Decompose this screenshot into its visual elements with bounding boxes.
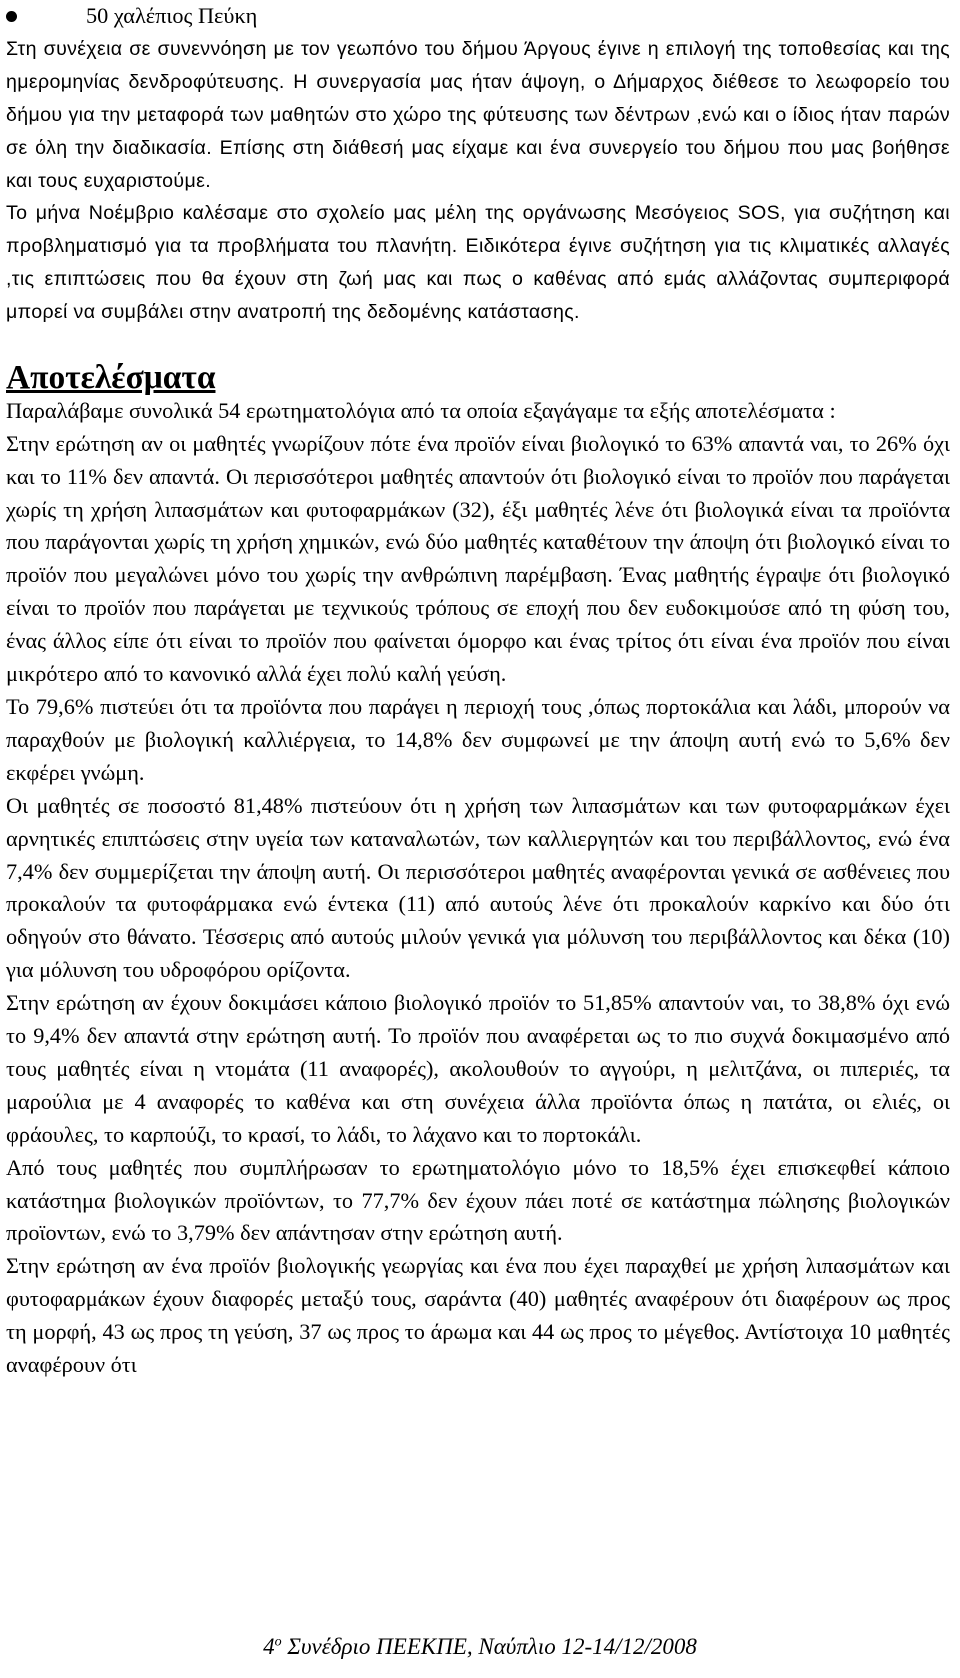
intro-paragraph-2 bbox=[6, 197, 950, 329]
page-footer bbox=[0, 1632, 960, 1662]
bullet-dot-icon bbox=[6, 11, 17, 22]
results-paragraph-1: Παραλάβαμε συνολικά 54 ερωτηματολόγια από τα οποία εξαγάγαμε τα εξής αποτελέσματα : bbox=[6, 397, 836, 423]
results-heading: Αποτελέσματα bbox=[6, 358, 216, 396]
results-paragraph-5: Στην ερώτηση αν έχουν δοκιμάσει κάποιο βιολογικό προϊόν το 51,85% απαντούν ναι, το 38,8% όχι ενώ το 9,4% δεν απαντά στην ερώτηση αυτή. Το προϊόν που αναφέρεται ως το πιο συχνά δοκιμασμένο από τους μαθητές είναι η ντομάτα (11 αναφορές), ακολουθούν το αγγούρι, η μελιτζάνα, οι πιπεριές, τα μαρούλια με 4 αναφορές το καθένα και στη συνέχεια άλλα προϊόντα όπως η πατάτα, οι ελιές, οι φράουλες, το καρπούζι, το κρασί, το λάδι, το λάχανο και το πορτοκάλι. bbox=[6, 990, 950, 1147]
paragraph-gap bbox=[6, 329, 950, 362]
results-paragraph-3: Το 79,6% πιστεύει ότι τα προϊόντα που παράγει η περιοχή τους ,όπως πορτοκάλια και λάδι, μπορούν να παραχθούν με βιολογική καλλιέργεια, το 14,8% δεν συμφωνεί με την άποψη αυτή ενώ το 5,6% δεν εκφέρει γνώμη. bbox=[6, 693, 950, 785]
results-paragraph-6: Από τους μαθητές που συμπλήρωσαν το ερωτηματολόγιο μόνο το 18,5% έχει επισκεφθεί κάποιο κατάστημα βιολογικών προϊόντων, το 77,7% δεν έχουν πάει ποτέ σε κατάστημα πώλησης βιολογικών προϊοντων, ενώ το 3,79% δεν απάντησαν στην ερώτηση αυτή. bbox=[6, 1154, 950, 1246]
bullet-item-text: 50 χαλέπιος Πεύκη bbox=[86, 3, 258, 28]
results-paragraph-2: Στην ερώτηση αν οι μαθητές γνωρίζουν πότε ένα προϊόν είναι βιολογικό το 63% απαντά ναι, το 26% όχι και το 11% δεν απαντά. Οι περισσότεροι μαθητές απαντούν ότι βιολογικό είναι το προϊόν που παράγεται χωρίς τη χρήση λιπασμάτων και φυτοφαρμάκων (32), έξι μαθητές λένε ότι βιολογικά είναι τα προϊόντα που παράγονται χωρίς τη χρήση χημικών, ενώ δύο μαθητές καταθέτουν την άποψη ότι βιολογικό είναι το προϊόν που μεγαλώνει μόνο του χωρίς την ανθρώπινη παρέμβαση. Ένας μαθητής έγραψε ότι βιολογικό είναι το προϊόν που παράγεται με τεχνικούς τρόπους σε εποχή που δεν ευδοκιμούσε από τη φύση του, ένας άλλος είπε ότι είναι το προϊόν που φαίνεται όμορφο και ένας τρίτος ότι είναι ένα προϊόν που είναι μικρότερο από το κανονικό αλλά έχει πολύ καλή γεύση. bbox=[6, 430, 950, 687]
footer-superscript: ο bbox=[274, 1634, 282, 1650]
footer-text: Συνέδριο ΠΕΕΚΠΕ, Ναύπλιο 12-14/12/2008 bbox=[281, 1634, 697, 1659]
bullet-item bbox=[6, 0, 950, 33]
intro-paragraph-1: Στη συνέχεια σε συνεννόηση με τον γεωπόνο του δήμου Άργους έγινε η επιλογή της τοποθεσίας και της ημερομηνίας δενδροφύτευσης. Η συνεργασία μας ήταν άψογη, ο Δήμαρχος διέθεσε το λεωφορείο του δήμου για την μεταφορά των μαθητών στο χώρο της φύτευσης των δέντρων ,ενώ και ο ίδιος ήταν παρών σε όλη την διαδικασία. Επίσης στη διάθεσή μας είχαμε και ένα συνεργείο του δήμου που μας βοήθησε και τους ευχαριστούμε. bbox=[6, 37, 950, 192]
intro-paragraph-2-tail: Ειδικότερα έγινε συζήτηση για τις κλιματικές αλλαγές ,τις επιπτώσεις που θα έχουν στη ζωή μας και πως ο καθένας από εμάς αλλάζοντας συμπεριφορά μπορεί να συμβάλει στην ανατροπή της δεδομένης κατάστασης. bbox=[6, 235, 950, 324]
results-paragraph-4: Οι μαθητές σε ποσοστό 81,48% πιστεύουν ότι η χρήση των λιπασμάτων και των φυτοφαρμάκων έχει αρνητικές επιπτώσεις στην υγεία των καταναλωτών, των καλλιεργητών και του περιβάλλοντος, ενώ ένα 7,4% δεν συμμερίζεται την άποψη αυτή. Οι περισσότεροι μαθητές αναφέρονται γενικά σε ασθένειες που προκαλούν τα φυτοφάρμακα ενώ έντεκα (11) από αυτούς λένε ότι προκαλούν καρκίνο και δύο ότι οδηγούν στο θάνατο. Τέσσερις από αυτούς μιλούν γενικά για μόλυνση του περιβάλλοντος και δέκα (10) για μόλυνση του υδροφόρου ορίζοντα. bbox=[6, 792, 950, 983]
intro-paragraph-2-start: Το μήνα Νοέμβριο καλέσαμε στο σχολείο μας μέλη της οργάνωσης Μεσόγειος SOS, για συζήτηση και προβληματισμό για τα προβλήματα του πλανήτη. bbox=[6, 202, 950, 258]
footer-prefix: 4 bbox=[263, 1634, 275, 1659]
results-paragraph-7: Στην ερώτηση αν ένα προϊόν βιολογικής γεωργίας και ένα που έχει παραχθεί με χρήση λιπασμάτων και φυτοφαρμάκων έχουν διαφορές μεταξύ τους, σαράντα (40) μαθητές αναφέρουν ότι διαφέρουν ως προς τη μορφή, 43 ως προς τη γεύση, 37 ως προς το άρωμα και 44 ως προς το μέγεθος. Αντίστοιχα 10 μαθητές αναφέρουν ότι bbox=[6, 1253, 950, 1378]
